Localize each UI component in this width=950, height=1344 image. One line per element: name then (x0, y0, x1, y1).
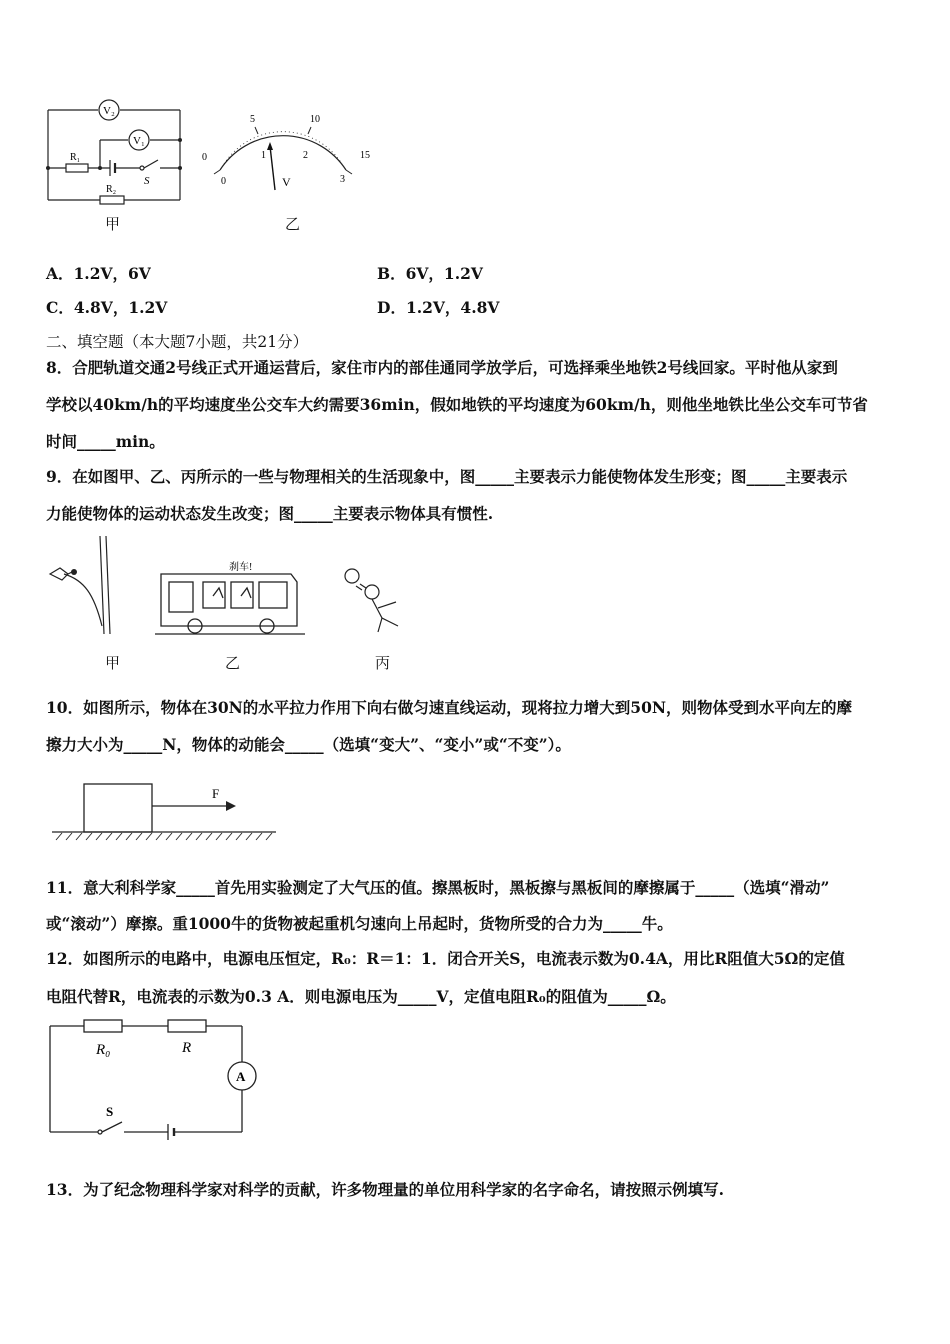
q9-line1: 9．在如图甲、乙、丙所示的一些与物理相关的生活现象中，图_____主要表示力能使物体发生形变；图_____主要表示 (46, 467, 848, 486)
q12-line1: 12．如图所示的电路中，电源电压恒定，R₀：R＝1：1．闭合开关S，电流表示数为0.4A，用比R阻值大5Ω的定值 (46, 949, 845, 968)
v2-label: V₂ (103, 105, 115, 117)
option-b: B．6V，1.2V (377, 264, 483, 283)
q10-line2: 擦力大小为_____N，物体的动能会_____（选填“变大”、“变小”或“不变”）。 (46, 735, 571, 754)
option-d: D．1.2V，4.8V (377, 298, 500, 317)
lower-scale-1: 1 (261, 150, 266, 161)
caption-q9-bing: 丙 (375, 654, 391, 672)
ammeter-label: A (236, 1069, 246, 1084)
option-c: C．4.8V，1.2V (46, 298, 168, 317)
caption-q9-jia: 甲 (105, 654, 121, 672)
lower-scale-2: 2 (303, 150, 308, 161)
upper-scale-5: 5 (250, 114, 255, 125)
lower-scale-3: 3 (340, 174, 345, 185)
lower-scale-0: 0 (221, 176, 226, 187)
q9-line2: 力能使物体的运动状态发生改变；图_____主要表示物体具有惯性. (46, 504, 494, 523)
figure-q10-block (52, 782, 282, 846)
q8-line1: 8．合肥轨道交通2号线正式开通运营后，家住市内的部佳通同学放学后，可选择乘坐地铁2号线回家。平时他从家到 (46, 358, 838, 377)
r2-label: R₂ (106, 184, 117, 195)
circuit-diagram-q12 (44, 1012, 264, 1142)
figure-q9-yi (155, 560, 305, 642)
r-label: R (182, 1040, 192, 1056)
bus-brake-text: 刹车! (229, 562, 253, 573)
r0-label: R₀ (96, 1042, 111, 1058)
upper-scale-15: 15 (360, 150, 370, 161)
r1-label: R₁ (70, 152, 81, 163)
section2-heading: 二、填空题（本大题7小题，共21分） (46, 333, 309, 351)
caption-yi-top: 乙 (285, 215, 301, 233)
caption-q9-yi: 乙 (225, 654, 241, 672)
q8-line3: 时间_____min。 (46, 432, 165, 451)
upper-scale-0: 0 (202, 152, 207, 163)
voltmeter-dial (198, 108, 378, 198)
caption-jia-top: 甲 (105, 215, 121, 233)
q11-line2: 或“滚动”）摩擦。重1000牛的货物被起重机匀速向上吊起时，货物所受的合力为_____牛。 (46, 914, 673, 933)
q11-line1: 11．意大利科学家_____首先用实验测定了大气压的值。擦黑板时，黑板擦与黑板间的摩擦属于_____（选填“滑动” (46, 878, 830, 897)
figure-q9-bing (338, 562, 418, 642)
circuit-diagram-jia (40, 96, 190, 206)
q8-line2: 学校以40km/h的平均速度坐公交车大约需要36min，假如地铁的平均速度为60km/h，则他坐地铁比坐公交车可节省 (46, 395, 868, 414)
q13-line1: 13．为了纪念物理科学家对科学的贡献，许多物理量的单位用科学家的名字命名，请按照示例填写. (46, 1180, 724, 1199)
figure-q9-jia (44, 534, 124, 644)
upper-scale-10: 10 (310, 114, 320, 125)
unit-v: V (282, 175, 291, 189)
option-a: A．1.2V，6V (46, 264, 151, 283)
force-f-label: F (212, 786, 220, 801)
s-label: S (144, 175, 150, 187)
q10-line1: 10．如图所示，物体在30N的水平拉力作用下向右做匀速直线运动，现将拉力增大到50N，则物体受到水平向左的摩 (46, 698, 853, 717)
switch-label: S (106, 1104, 114, 1119)
v1-label: V₁ (133, 135, 145, 147)
q12-line2: 电阻代替R，电流表的示数为0.3 A．则电源电压为_____V，定值电阻R₀的阻值为_____Ω。 (46, 987, 676, 1006)
